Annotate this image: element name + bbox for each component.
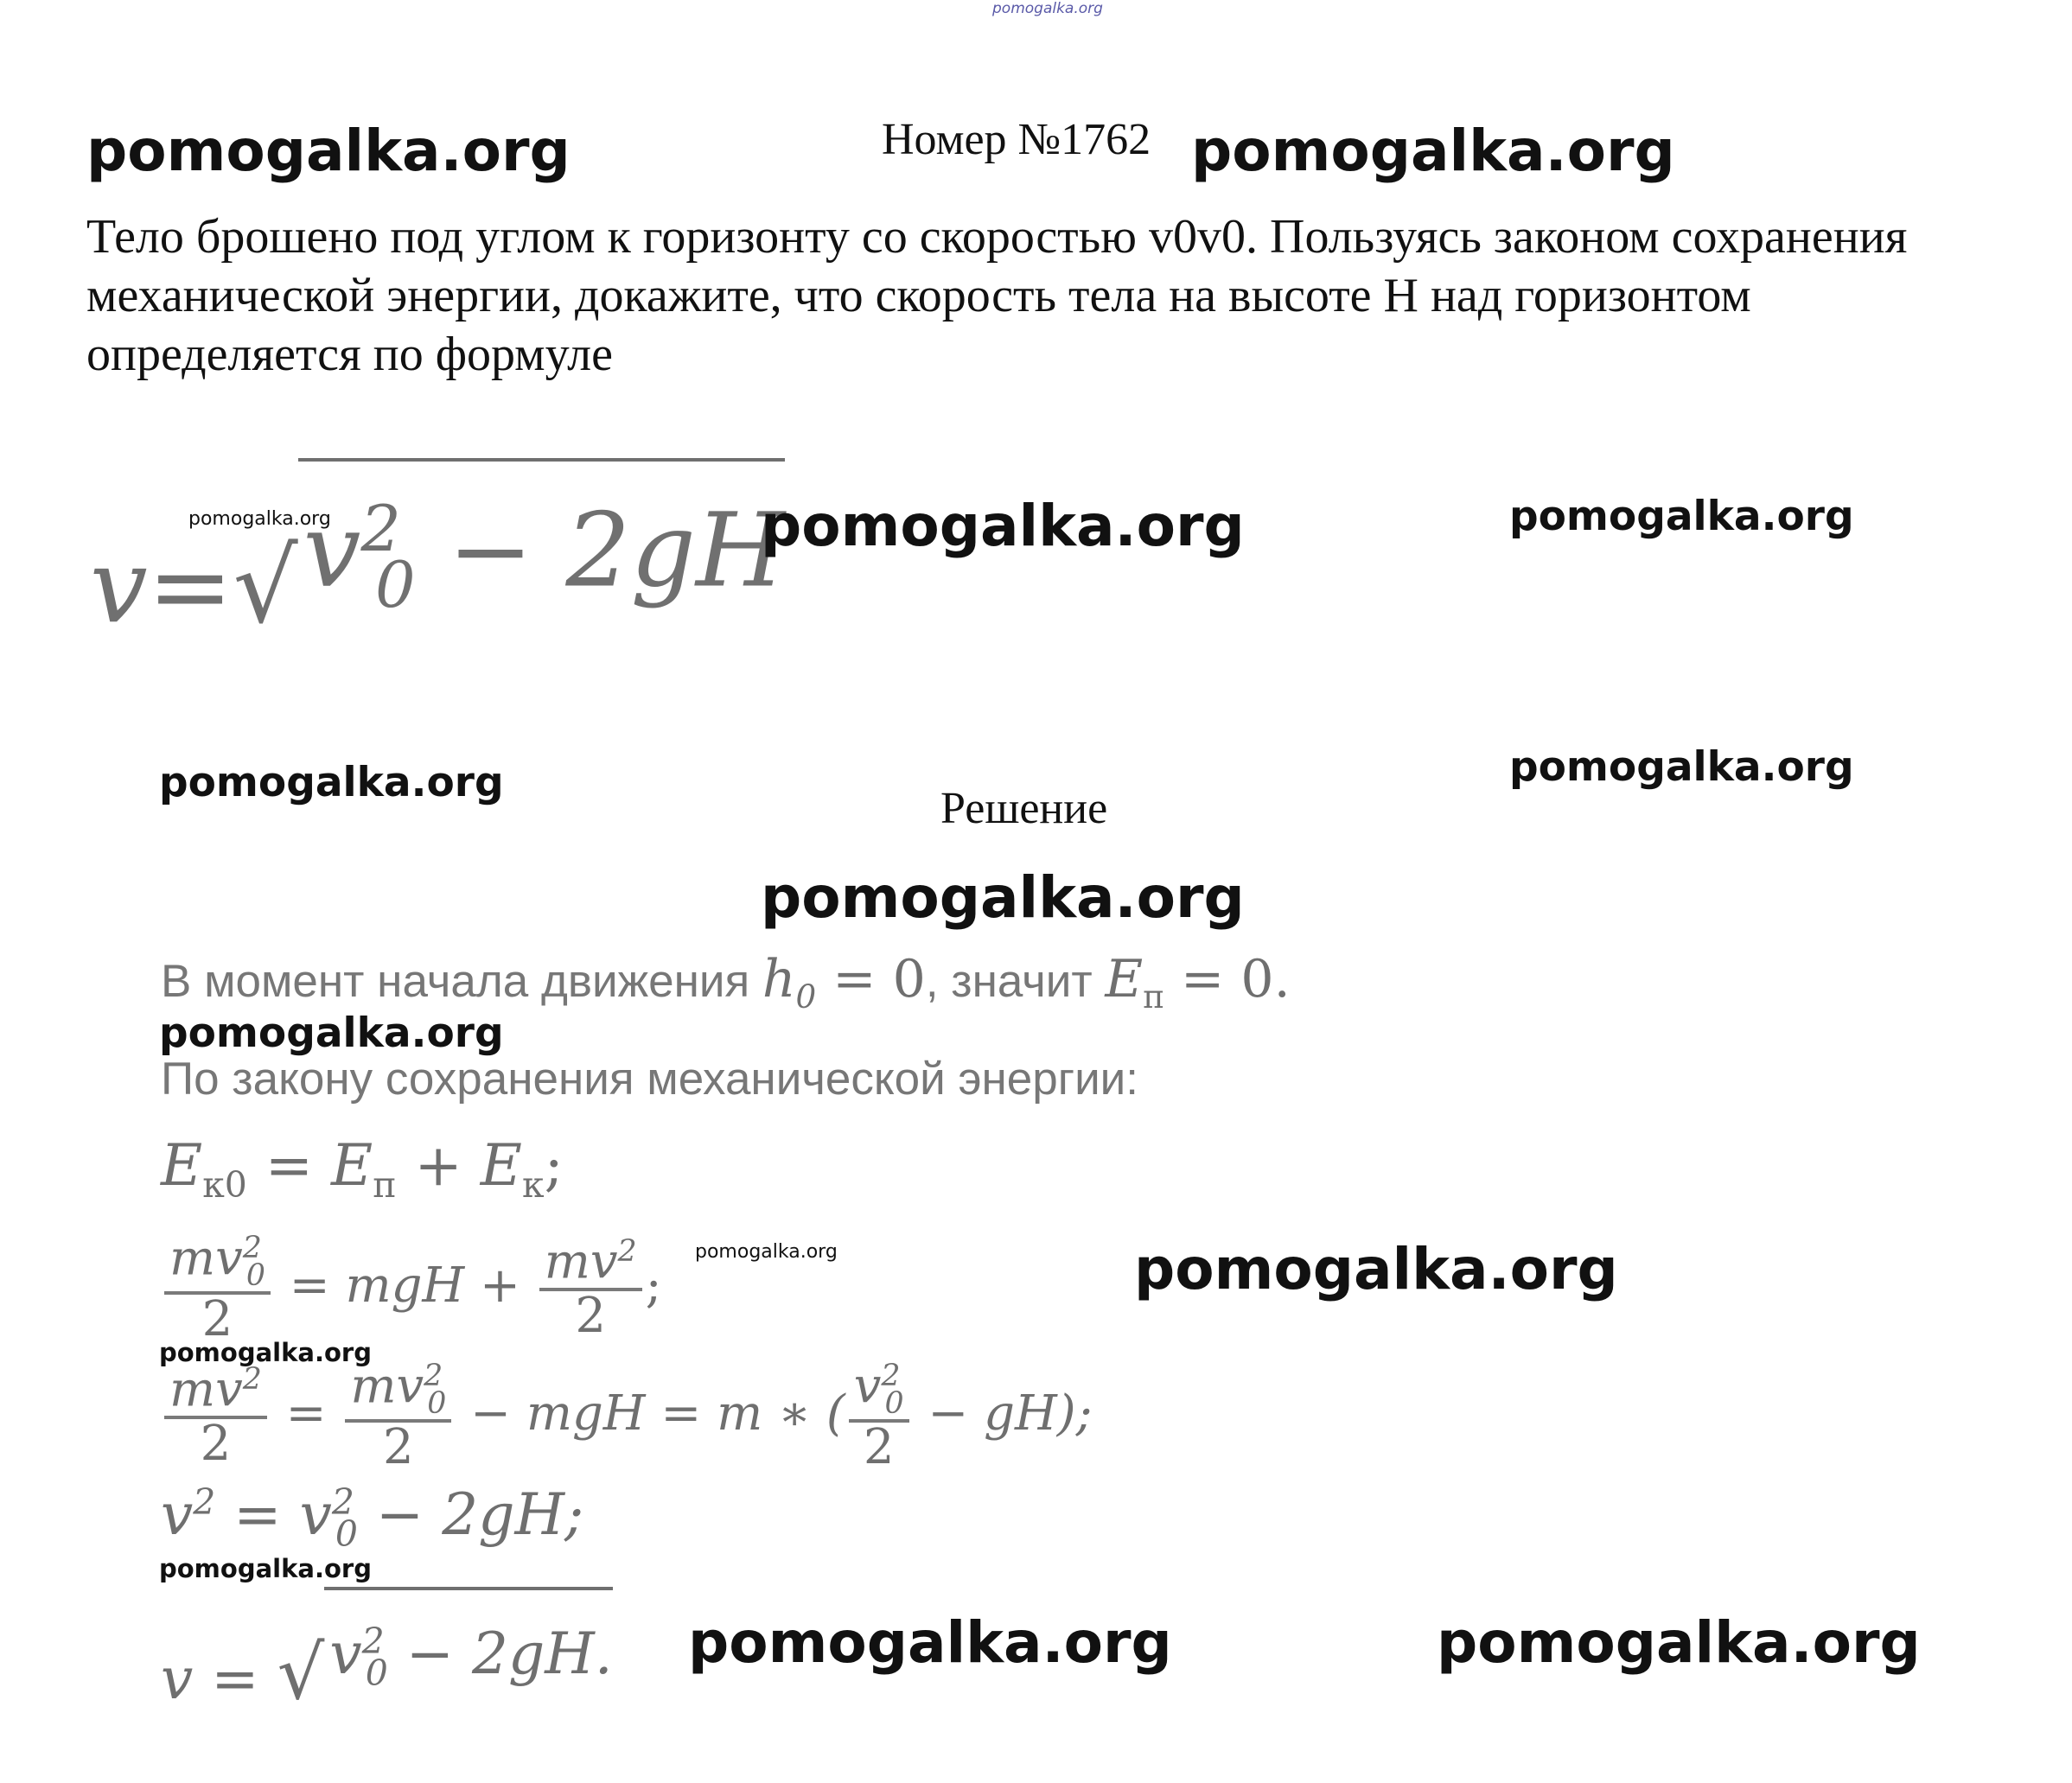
watermark-eq2-below: pomogalka.org (159, 1338, 372, 1367)
eq1-Ep: E (331, 1132, 373, 1199)
eq3-frac-1 (164, 1361, 267, 1473)
eq2-end: ; (645, 1258, 662, 1315)
watermark-right-mid: pomogalka.org (1509, 743, 1854, 791)
solution-eq-1 (161, 1132, 564, 1206)
eq1-ksub: к (521, 1164, 545, 1207)
eq3-den2: 2 (383, 1419, 414, 1476)
watermark-formula-right: pomogalka.org (1509, 493, 1854, 540)
eq4-sub0: 0 (335, 1513, 358, 1556)
formula-eq: = (147, 525, 233, 646)
solution-eq-5 (161, 1587, 613, 1727)
eq3-eq: = (270, 1385, 342, 1442)
eq3-den3: 2 (863, 1419, 895, 1476)
watermark-bottom-right: pomogalka.org (1437, 1609, 1921, 1676)
watermark-center: pomogalka.org (761, 864, 1245, 931)
eq3-num3: v (853, 1358, 882, 1415)
eq4-sup0: 2 (331, 1481, 354, 1523)
formula-lhs: v (90, 525, 148, 646)
radical-icon-2: √ (277, 1630, 325, 1717)
eq1-E: E (161, 1132, 203, 1199)
watermark-left-mid: pomogalka.org (159, 759, 504, 806)
line1-text: В момент начала движения (161, 956, 762, 1007)
task-text: Тело брошено под углом к горизонту со скоростью v0v0. Пользуясь законом сохранения механической энергии, докажите, что скорость тела на высоте H над горизонтом определяется по формуле (86, 210, 1908, 381)
eq3-frac-3 (849, 1360, 909, 1474)
eq2-den2: 2 (575, 1288, 607, 1345)
formula-sqrt (233, 458, 785, 651)
eq1-end: ; (544, 1132, 564, 1199)
eq2-frac-1 (164, 1232, 271, 1346)
eq3-end: − gH); (912, 1385, 1093, 1442)
eq3-sub2: 0 (427, 1385, 447, 1421)
eq1-eq: = (246, 1132, 332, 1199)
eq2-num1: mv (169, 1230, 243, 1287)
eq5-eq: = (193, 1646, 277, 1713)
radical-icon: √ (233, 525, 298, 646)
eq4-eq: = v (215, 1481, 332, 1548)
eq1-k0: к0 (202, 1164, 247, 1207)
solution-line-2: По закону сохранения механической энергии: (161, 1054, 1139, 1105)
solution-heading: Решение (940, 784, 1108, 833)
eq5-v0: v (329, 1621, 362, 1687)
watermark-eq2-big: pomogalka.org (1134, 1236, 1618, 1302)
watermark-header-left: pomogalka.org (86, 118, 571, 184)
line1-h-sub: 0 (795, 977, 817, 1016)
eq5-sub0: 0 (365, 1652, 388, 1695)
eq1-plus: + (396, 1132, 481, 1199)
eq3-sup1: 2 (242, 1361, 262, 1397)
eq1-Ek: E (480, 1132, 522, 1199)
eq3-mid: − mgH = m ∗ ( (455, 1385, 845, 1442)
line1-eq0: = 0 (816, 949, 926, 1009)
line1-E-sub: п (1143, 977, 1164, 1016)
watermark-eq4-below: pomogalka.org (159, 1554, 372, 1583)
task-number: Номер №1762 (882, 115, 1151, 164)
line1-h: h (762, 949, 796, 1009)
eq2-sup2: 2 (617, 1233, 637, 1269)
eq3-frac-2 (345, 1360, 451, 1474)
watermark-line1: pomogalka.org (159, 1009, 504, 1057)
line1-sep: , значит (925, 956, 1106, 1007)
formula-term: 2gH (565, 490, 785, 610)
eq5-v: v (161, 1646, 194, 1713)
solution-line-1 (161, 949, 1291, 1016)
formula-sup2: 2 (360, 493, 401, 566)
eq2-sub1: 0 (245, 1258, 265, 1293)
formula-v0: v (303, 490, 361, 610)
eq2-frac-2 (539, 1233, 642, 1345)
eq4-rest: − 2gH; (357, 1481, 584, 1548)
watermark-formula-small: pomogalka.org (188, 508, 331, 530)
eq4-sup: 2 (193, 1481, 216, 1523)
watermark-formula-big: pomogalka.org (761, 493, 1245, 559)
eq4-v: v (161, 1481, 194, 1548)
watermark-bottom-center: pomogalka.org (688, 1609, 1172, 1676)
eq2-mid: = mgH + (273, 1258, 536, 1315)
formula-minus: − (448, 490, 533, 610)
eq5-sqrt (277, 1587, 613, 1721)
eq2-den1: 2 (201, 1291, 233, 1348)
solution-eq-2 (161, 1232, 662, 1346)
watermark-header-right: pomogalka.org (1191, 118, 1675, 184)
eq3-den1: 2 (200, 1416, 232, 1473)
task-formula (90, 458, 785, 651)
eq3-sup2: 2 (424, 1359, 443, 1393)
eq3-num2: mv (350, 1358, 424, 1415)
eq2-sup1: 2 (242, 1231, 262, 1265)
eq5-sup0: 2 (361, 1621, 385, 1662)
line1-E: E (1105, 949, 1144, 1009)
eq3-num1: mv (169, 1361, 243, 1418)
eq2-num2: mv (544, 1233, 618, 1290)
line1-eq1: = 0. (1164, 949, 1291, 1009)
eq3-sub3: 0 (884, 1385, 904, 1421)
solution-eq-4 (161, 1481, 583, 1555)
watermark-top: pomogalka.org (992, 0, 1103, 17)
solution-eq-3 (161, 1360, 1093, 1474)
watermark-eq2-small: pomogalka.org (695, 1241, 838, 1263)
eq3-sup3: 2 (881, 1359, 901, 1393)
eq1-psub: п (373, 1164, 397, 1207)
formula-sub0: 0 (374, 548, 416, 622)
eq5-rest: − 2gH. (387, 1621, 613, 1687)
